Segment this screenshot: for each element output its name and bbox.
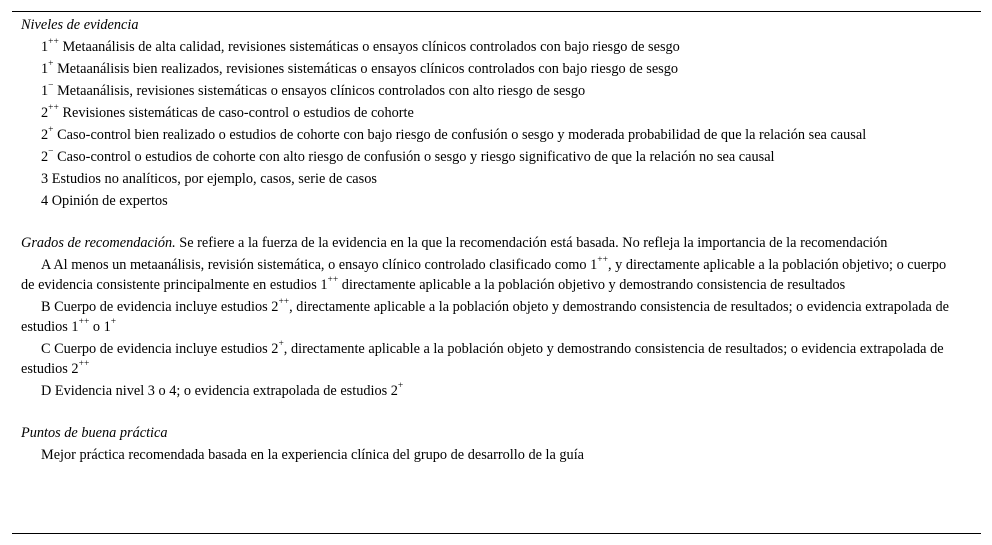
levels-heading: Niveles de evidencia [21, 17, 139, 33]
recommendations-intro: Grados de recomendación. Se refiere a la fuerza de la evidencia en la que la recomendación está basada. No refleja la importancia de la recomendación [21, 235, 888, 251]
level-item: 2− Caso-control o estudios de cohorte con alto riesgo de confusión o sesgo y riesgo significativo de que la relación no sea causal [41, 147, 775, 165]
level-item: 1++ Metaanálisis de alta calidad, revisiones sistemáticas o ensayos clínicos controlados con bajo riesgo de sesgo [41, 37, 680, 55]
evidence-table [12, 11, 981, 534]
level-item: 4 Opinión de expertos [41, 193, 168, 209]
level-item: 1+ Metaanálisis bien realizados, revisiones sistemáticas o ensayos clínicos controlados con bajo riesgo de sesgo [41, 59, 679, 77]
recommendation-grade-d: D Evidencia nivel 3 o 4; o evidencia extrapolada de estudios 2+ [41, 381, 404, 399]
good-practice-heading: Puntos de buena práctica [21, 425, 168, 441]
recommendation-grade-b: B Cuerpo de evidencia incluye estudios 2++, directamente aplicable a la población objeto y demostrando consistencia de resultados; o evidencia extrapolada de estudios 1++ o 1+ [21, 297, 949, 335]
good-practice-text: Mejor práctica recomendada basada en la experiencia clínica del grupo de desarrollo de la guía [41, 447, 585, 463]
level-item: 1− Metaanálisis, revisiones sistemáticas o ensayos clínicos controlados con alto riesgo de sesgo [41, 81, 586, 99]
level-item: 2+ Caso-control bien realizado o estudios de cohorte con bajo riesgo de confusión o sesgo y moderada probabilidad de que la relación sea causal [41, 125, 867, 143]
recommendations-heading: Grados de recomendación. [21, 235, 176, 251]
recommendation-grade-a: A Al menos un metaanálisis, revisión sistemática, o ensayo clínico controlado clasificado como 1++, y directamente aplicable a la población objetivo; o cuerpo de evidencia consistente principalmente en estudios 1++ directamente aplicable a la población objetivo y demostrando consistencia de resultados [21, 255, 947, 293]
recommendation-grade-c: C Cuerpo de evidencia incluye estudios 2+, directamente aplicable a la población objeto y demostrando consistencia de resultados; o evidencia extrapolada de estudios 2++ [21, 339, 944, 377]
section-spacer [21, 211, 981, 233]
level-item: 3 Estudios no analíticos, por ejemplo, casos, serie de casos [41, 171, 377, 187]
section-spacer [21, 401, 981, 423]
level-item: 2++ Revisiones sistemáticas de caso-control o estudios de cohorte [41, 103, 414, 121]
